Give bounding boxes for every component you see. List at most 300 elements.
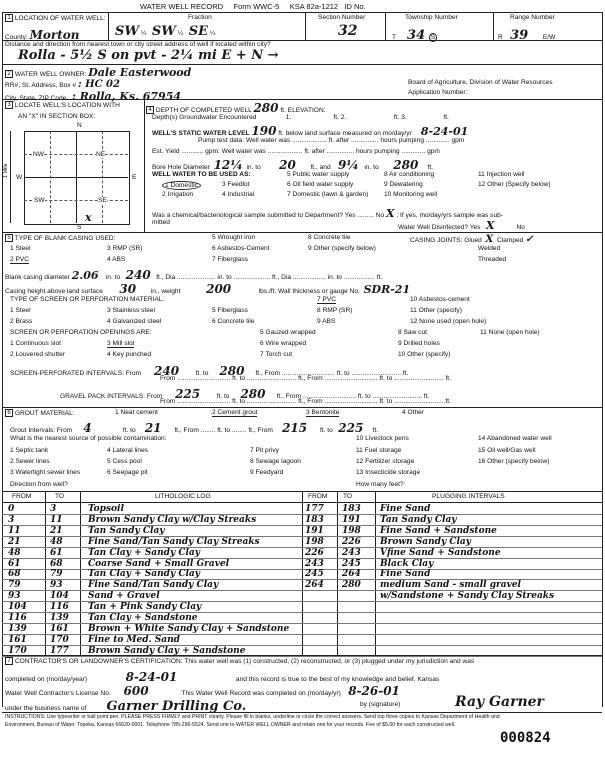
opening-option[interactable]: 8 Saw cut bbox=[398, 329, 427, 336]
contamination-option[interactable]: 6 Seepage pit bbox=[107, 469, 148, 476]
range-r: R bbox=[498, 34, 503, 41]
distance-value: Rolla - 5½ S on pvt - 2¼ mi E + N → bbox=[18, 48, 279, 63]
gw-end: ft. bbox=[443, 114, 449, 121]
screen-option[interactable]: 3 Stainless steel bbox=[107, 307, 156, 314]
signature-label: by (signature) bbox=[360, 701, 401, 708]
screen-from-value: 240 bbox=[154, 364, 180, 378]
gravel-to-label: ft. to bbox=[216, 393, 230, 400]
gravel-from-value: 225 bbox=[175, 387, 201, 401]
log-from-cell: 61 bbox=[8, 558, 21, 569]
distance-label: Distance and direction from nearest town or city street address of well if located within city? bbox=[5, 41, 271, 48]
grout-intervals-label: Grout Intervals: From bbox=[10, 427, 73, 434]
clamped-label: Clamped bbox=[496, 237, 524, 244]
depth-label: DEPTH OF COMPLETED WELL bbox=[155, 107, 252, 114]
log-litho-cell: Topsoil bbox=[88, 504, 124, 514]
contamination-option[interactable]: 12 Fertilizer storage bbox=[356, 458, 415, 465]
log-to-header: TO bbox=[55, 493, 65, 500]
section1-header bbox=[5, 14, 106, 22]
mile-label: 1 Mile bbox=[3, 163, 9, 178]
west-label: W bbox=[16, 174, 23, 181]
bore-diameter-2: 9¼ bbox=[337, 158, 359, 172]
grout-mid: ft., From ........ ft. to ........ ft., From bbox=[174, 427, 273, 434]
static-level-label: WELL'S STATIC WATER LEVEL bbox=[152, 130, 250, 137]
grout-to-value: 21 bbox=[144, 421, 162, 435]
screen-to-label: ft. to bbox=[195, 370, 209, 377]
log-to-cell: 116 bbox=[50, 602, 69, 613]
township-value: 34 bbox=[407, 28, 426, 43]
log-litho-header: LITHOLOGIC LOG bbox=[155, 493, 211, 500]
log-litho-cell: Coarse Sand + Small Gravel bbox=[88, 558, 230, 569]
fraction-1: SW bbox=[115, 24, 139, 39]
log-row bbox=[0, 569, 605, 580]
direction-label: Direction from well? bbox=[10, 481, 68, 488]
log-plugging-cell: Black Clay bbox=[380, 558, 434, 569]
log-from-cell: 3 bbox=[8, 514, 15, 525]
contamination-option[interactable]: 14 Abandoned water well bbox=[478, 435, 552, 442]
owner-value: Dale Easterwood bbox=[88, 66, 192, 79]
log-from-cell: 48 bbox=[8, 547, 21, 558]
completed-label: completed on (mo/day/year) bbox=[5, 676, 88, 683]
log-from-header: FROM bbox=[12, 493, 32, 500]
opening-option[interactable]: 1 Continuous slot bbox=[10, 340, 61, 347]
use-option[interactable]: 12 Other (Specify below) bbox=[478, 181, 551, 188]
screen-intervals-tail: ft., From ............................. ft. to ........................... ft. bbox=[255, 370, 409, 377]
log-row bbox=[0, 580, 605, 591]
log-from-cell: 21 bbox=[8, 536, 21, 547]
section3-number: 3 bbox=[5, 101, 13, 109]
screen-option[interactable]: 11 Other (specify) bbox=[410, 307, 462, 314]
casing-diameter-line bbox=[5, 268, 382, 282]
use-option-selected[interactable]: 1 Domestic bbox=[162, 181, 201, 190]
contamination-option[interactable]: 2 Sewer lines bbox=[10, 458, 50, 465]
log-row bbox=[0, 602, 605, 613]
bore-label: Bore Hole Diameter bbox=[152, 164, 210, 171]
use-option[interactable]: 10 Monitoring well bbox=[384, 191, 438, 198]
section7-header bbox=[5, 657, 474, 665]
opening-option[interactable]: 2 Louvered shutter bbox=[10, 351, 65, 358]
county-value: Morton bbox=[29, 28, 80, 42]
static-level-line bbox=[152, 124, 468, 138]
log-row bbox=[0, 613, 605, 624]
grout-to3-value: 225 bbox=[338, 421, 364, 435]
log-row bbox=[0, 624, 605, 635]
casing-diameter-rest: ft., Dia ..................... in. to .................... ft., Dia .................. in. to ................. ft. bbox=[156, 274, 383, 281]
city-value: : Rolla, Ks. 67954 bbox=[71, 90, 182, 103]
opening-option[interactable]: 4 Key punched bbox=[107, 351, 151, 358]
use-option[interactable]: 3 Feedlot bbox=[222, 181, 250, 188]
log-plugging-header: PLUGGING INTERVALS bbox=[432, 493, 505, 500]
mitted-label: mitted bbox=[152, 219, 170, 226]
quarter-symbol: ¼ bbox=[140, 30, 147, 37]
log-litho-cell: Fine Sand/Tan Sandy Clay bbox=[88, 580, 219, 591]
fraction-values bbox=[115, 24, 215, 39]
log-from2-cell: 226 bbox=[305, 547, 324, 558]
log-litho-cell: Fine to Med. Sand bbox=[88, 634, 180, 645]
disinfected-label: Water Well Disinfected? Yes bbox=[398, 224, 481, 231]
log-litho-cell: Tan Clay + Sandstone bbox=[88, 613, 198, 623]
log-from2-cell: 245 bbox=[305, 569, 324, 580]
business-value: Garner Drilling Co. bbox=[106, 699, 247, 714]
log-from-cell: 11 bbox=[8, 525, 21, 536]
screen-intervals-label: SCREEN-PERFORATED INTERVALS: From bbox=[10, 370, 142, 377]
ne-label: NE bbox=[96, 151, 106, 158]
screen-label: TYPE OF SCREEN OR PERFORATION MATERIAL: bbox=[10, 296, 165, 303]
log-to2-header: TO bbox=[343, 493, 353, 500]
log-to-cell: 139 bbox=[50, 613, 69, 623]
log-to-cell: 61 bbox=[50, 547, 63, 558]
section-number-label: Section Number bbox=[318, 14, 366, 21]
screen-to-value: 280 bbox=[219, 364, 245, 378]
log-plugging-cell: Fine Sand bbox=[380, 504, 431, 514]
log-row bbox=[0, 504, 605, 515]
log-to2-cell: 243 bbox=[342, 547, 361, 558]
location-mark: x bbox=[85, 211, 92, 224]
log-litho-cell: Brown Sandy Clay w/Clay Streaks bbox=[88, 514, 257, 525]
screen-option-selected[interactable]: 7 PVC bbox=[317, 296, 337, 303]
bore-and: ft., and bbox=[310, 164, 331, 171]
signature-value: Ray Garner bbox=[455, 694, 544, 710]
log-to-cell: 21 bbox=[50, 525, 63, 536]
log-to2-cell: 264 bbox=[342, 569, 361, 580]
yield-line: Est. Yield ............ gpm: Well water was ................... ft. after ............... hours pumping ............. gpm bbox=[152, 148, 440, 155]
section6-number: 6 bbox=[5, 409, 13, 417]
openings-label: SCREEN OR PERFORATION OPENINGS ARE: bbox=[10, 329, 152, 336]
log-litho-cell: Brown + White Sandy Clay + Sandstone bbox=[88, 623, 290, 634]
log-to-cell: 170 bbox=[50, 634, 69, 645]
casing-option[interactable]: 6 Asbestos-Cement bbox=[212, 245, 270, 252]
instructions-line-1: INSTRUCTIONS: Use typewriter or ball point pen. PLEASE PRESS FIRMLY and PRINT clearly. Please fill in blanks, underline or circle the correct answers. Send top three copies to Kansas Department of Health and bbox=[5, 714, 500, 720]
south-label: S bbox=[77, 224, 82, 231]
address-field bbox=[5, 79, 120, 90]
license-label: Water Well Contractor's License No. bbox=[5, 690, 111, 697]
casing-option[interactable]: 9 Other (specify below) bbox=[308, 245, 376, 252]
opening-option-selected[interactable]: 3 Mill slot bbox=[107, 340, 135, 347]
section2-header bbox=[5, 66, 191, 79]
clamped-mark: ✓ bbox=[525, 234, 534, 245]
casing-option[interactable]: 4 ABS bbox=[107, 256, 126, 263]
use-option[interactable]: 9 Dewatering bbox=[384, 181, 423, 188]
record-date: 8-26-01 bbox=[348, 684, 400, 698]
section7-number: 7 bbox=[5, 657, 13, 665]
casing-option-selected[interactable]: 2 PVC bbox=[10, 256, 30, 263]
casing-height-line bbox=[5, 282, 410, 296]
log-row bbox=[0, 515, 605, 526]
screen-option[interactable]: 4 Galvanized steel bbox=[107, 318, 162, 325]
contamination-option[interactable]: 1 Septic tank bbox=[10, 447, 49, 454]
section5-header bbox=[5, 234, 115, 242]
log-plugging-cell: w/Sandstone + Sandy Clay Streaks bbox=[380, 591, 555, 602]
log-row bbox=[0, 548, 605, 559]
instructions-line-2: Environment, Bureau of Water, Topeka, Kansas 66620-0001. Telephone 785-296-5524. Send one to WATER WELL OWNER and retain one for your records. Fee of $5.00 for each constructed well. bbox=[5, 722, 456, 728]
certification-text: This water well was (1) constructed, (2) reconstructed, or (3) plugged under my jurisdiction and was bbox=[184, 657, 475, 665]
casing-option[interactable]: 5 Wrought iron bbox=[212, 234, 256, 241]
grout-option[interactable]: 1 Neat cement bbox=[115, 409, 158, 416]
casing-to-value: 240 bbox=[125, 268, 151, 282]
board-text: Board of Agriculture, Division of Water Resources bbox=[408, 79, 553, 86]
gravel-intervals-label: GRAVEL PACK INTERVALS: From bbox=[60, 393, 163, 400]
section-number-value: 32 bbox=[338, 23, 358, 39]
screen-intervals-line2: From ............................. ft. to ........................... ft., From ............................. ft. to ........................... ft. bbox=[160, 375, 451, 382]
opening-option[interactable]: 5 Gauzed wrapped bbox=[260, 329, 316, 336]
bore-line bbox=[152, 158, 433, 172]
range-label: Range Number bbox=[510, 14, 555, 21]
log-litho-cell: Fine Sand/Tan Sandy Clay Streaks bbox=[88, 536, 260, 547]
log-litho-cell: Tan Clay + Sandy Clay bbox=[88, 547, 200, 558]
owner-label: WATER WELL OWNER: bbox=[14, 71, 87, 78]
screen-option[interactable]: 5 Fiberglass bbox=[212, 307, 248, 314]
contamination-option[interactable]: 9 Feedyard bbox=[250, 469, 284, 476]
section4-number: 4 bbox=[146, 106, 154, 114]
screen-option[interactable]: 6 Concrete tile bbox=[212, 318, 255, 325]
log-from-cell: 93 bbox=[8, 591, 21, 602]
quarter-symbol: ¼ bbox=[177, 30, 184, 37]
casing-joints bbox=[410, 234, 534, 245]
log-from2-cell: 264 bbox=[305, 580, 324, 591]
form-title bbox=[140, 2, 366, 11]
address-label: RR#, St. Address, Box # bbox=[5, 82, 77, 89]
chemical-sample-mark: X bbox=[385, 207, 395, 220]
contamination-option[interactable]: 15 Oil well/Gas well bbox=[478, 447, 536, 454]
log-from2-header: FROM bbox=[308, 493, 328, 500]
gravel-to-value: 280 bbox=[240, 387, 266, 401]
welded-label: Welded bbox=[478, 245, 501, 252]
casing-diameter-value: 2.06 bbox=[71, 269, 99, 282]
quarter-symbol: ¼ bbox=[209, 30, 216, 37]
ksa-reference: KSA 82a-1212 bbox=[289, 2, 339, 11]
title-text: WATER WELL RECORD bbox=[140, 2, 224, 11]
opening-option[interactable]: 9 Drilled holes bbox=[398, 340, 440, 347]
joints-label: CASING JOINTS: Glued bbox=[410, 237, 482, 244]
use-option[interactable]: 6 Oil field water supply bbox=[287, 181, 354, 188]
casing-diameter-label: Blank casing diameter bbox=[5, 274, 70, 281]
log-to-cell: 177 bbox=[50, 645, 69, 656]
log-to2-cell: 226 bbox=[342, 536, 361, 547]
screen-option[interactable]: 10 Asbestos-cement bbox=[410, 296, 470, 303]
contamination-option[interactable]: 10 Livestock pens bbox=[356, 435, 409, 442]
license-line bbox=[5, 684, 400, 698]
section1-number: 1 bbox=[5, 14, 13, 22]
log-from2-cell: 191 bbox=[305, 525, 324, 536]
log-litho-cell: Brown Sandy Clay + Sandstone bbox=[88, 645, 246, 656]
locate-label: LOCATE WELL'S LOCATION WITH bbox=[14, 101, 120, 109]
gw-3: ft. 3. bbox=[393, 114, 407, 121]
chemical-sample-label: Was a chemical/bacteriological sample submitted to Department? Yes ......... No bbox=[152, 212, 385, 219]
location-label: LOCATION OF WATER WELL: bbox=[14, 14, 106, 22]
log-from-cell: 0 bbox=[8, 504, 15, 514]
contamination-option[interactable]: 11 Fuel storage bbox=[356, 447, 402, 454]
casing-gauge-label: lbs./ft. Wall thickness or gauge No. bbox=[258, 288, 360, 295]
casing-weight-label: in., weight bbox=[150, 288, 181, 295]
bore-in: in. to bbox=[246, 164, 261, 171]
section3-header bbox=[5, 101, 120, 109]
section-square bbox=[24, 131, 130, 225]
bore-to-2: 280 bbox=[393, 158, 419, 172]
gw-2: ft. 2. bbox=[333, 114, 347, 121]
opening-option[interactable]: 10 Other (specify) bbox=[398, 351, 451, 358]
groundwater-label: Depth(s) Groundwater Encountered bbox=[152, 114, 257, 121]
contamination-option[interactable]: 13 Insecticide storage bbox=[356, 469, 421, 476]
pump-test-line: Pump test data: Well water was ................... ft. after ............... hours pumping ............. gpm bbox=[198, 137, 465, 144]
grout-from-value: 4 bbox=[83, 421, 92, 435]
bore-ft: ft. bbox=[427, 164, 434, 171]
section2-number: 2 bbox=[5, 70, 13, 78]
range-direction: E/W bbox=[542, 34, 556, 41]
use-option[interactable]: 7 Domestic (lawn & garden) bbox=[287, 191, 369, 198]
sw-label: SW bbox=[34, 197, 45, 204]
opening-option[interactable]: 6 Wire wrapped bbox=[260, 340, 307, 347]
log-to-cell: 79 bbox=[50, 569, 63, 580]
grout-to-label: ft. to bbox=[122, 427, 136, 434]
log-from2-cell: 177 bbox=[305, 504, 324, 514]
bore-diameter: 12¼ bbox=[213, 158, 243, 172]
casing-option[interactable]: 8 Concrete tile bbox=[308, 234, 351, 241]
groundwater-line bbox=[152, 114, 449, 121]
use-option[interactable]: 2 Irrigation bbox=[162, 191, 194, 198]
log-row bbox=[0, 559, 605, 570]
log-plugging-cell: Fine Sand bbox=[380, 569, 431, 580]
license-value: 600 bbox=[123, 684, 149, 698]
bore-in-2: in. to bbox=[364, 164, 379, 171]
log-plugging-cell: Fine Sand + Sandstone bbox=[380, 525, 497, 536]
id-label: ID No. bbox=[344, 2, 366, 11]
log-from2-cell: 198 bbox=[305, 536, 324, 547]
opening-option[interactable]: 7 Torch cut bbox=[260, 351, 293, 358]
city-label: City, State, ZIP Code bbox=[5, 95, 67, 102]
how-many-feet-label: How many feet? bbox=[356, 481, 404, 488]
log-to-cell: 68 bbox=[50, 558, 63, 569]
certification-label: CONTRACTOR'S OR LANDOWNER'S CERTIFICATION: bbox=[14, 657, 183, 665]
casing-label: TYPE OF BLANK CASING USED: bbox=[14, 234, 116, 242]
completed-tail: and this record is true to the best of my knowledge and belief. Kansas bbox=[235, 676, 440, 683]
business-label: under the business name of bbox=[5, 705, 87, 712]
casing-height-value: 30 bbox=[119, 282, 137, 296]
casing-option[interactable]: 7 Fiberglass bbox=[212, 256, 248, 263]
log-litho-cell: Sand + Gravel bbox=[88, 591, 160, 602]
threaded-label: Threaded bbox=[478, 256, 507, 263]
township-t: T bbox=[392, 34, 397, 41]
log-to-cell: 93 bbox=[50, 580, 63, 591]
contamination-option[interactable]: 3 Watertight sewer lines bbox=[10, 469, 81, 476]
grout-label: GROUT MATERIAL: bbox=[14, 409, 75, 417]
east-label: E bbox=[132, 174, 137, 181]
log-plugging-cell: Tan Sandy Clay bbox=[380, 514, 457, 525]
log-from2-cell: 243 bbox=[305, 558, 324, 569]
log-to-cell: 104 bbox=[50, 591, 69, 602]
contamination-option[interactable]: 5 Cess pool bbox=[107, 458, 142, 465]
log-litho-cell: Tan + Pink Sandy Clay bbox=[88, 602, 202, 613]
screen-option[interactable]: 1 Steel bbox=[10, 307, 31, 314]
log-from-cell: 161 bbox=[8, 634, 27, 645]
depth-value: 280 bbox=[253, 101, 279, 115]
log-to-cell: 11 bbox=[50, 514, 63, 525]
gw-1: 1. bbox=[285, 114, 292, 121]
log-from-cell: 79 bbox=[8, 580, 21, 591]
contamination-option[interactable]: 4 Lateral lines bbox=[107, 447, 149, 454]
log-row bbox=[0, 526, 605, 537]
log-to2-cell: 280 bbox=[342, 580, 361, 591]
screen-option[interactable]: 9 ABS bbox=[317, 318, 336, 325]
se-label: SE bbox=[98, 197, 107, 204]
completed-date: 8-24-01 bbox=[125, 670, 178, 684]
county-label: County: bbox=[5, 34, 28, 41]
bore-to: 20 bbox=[279, 158, 296, 172]
log-to-cell: 161 bbox=[50, 623, 69, 634]
disinfected-mark: X bbox=[485, 219, 495, 232]
log-litho-cell: Tan Sandy Clay bbox=[88, 525, 165, 536]
disinfected-line bbox=[398, 219, 525, 232]
contamination-option[interactable]: 8 Sewage lagoon bbox=[250, 458, 301, 465]
screen-option[interactable]: 2 Brass bbox=[10, 318, 33, 325]
completed-line bbox=[5, 670, 439, 684]
contamination-label: What is the nearest source of possible contamination: bbox=[10, 435, 167, 442]
log-litho-cell: Tan Clay + Sandy Clay bbox=[88, 569, 200, 580]
log-from2-cell: 183 bbox=[305, 514, 324, 525]
log-row bbox=[0, 591, 605, 602]
log-to2-cell: 191 bbox=[342, 514, 361, 525]
casing-weight-value: 200 bbox=[206, 282, 232, 296]
static-level-date: 8-24-01 bbox=[420, 125, 469, 138]
grout-to3-label: ft. to bbox=[319, 427, 333, 434]
use-option[interactable]: 8 Air conditioning bbox=[384, 171, 435, 178]
fraction-3: SE bbox=[188, 24, 208, 39]
use-option[interactable]: 4 Industrial bbox=[222, 191, 255, 198]
section5-number: 5 bbox=[5, 234, 13, 242]
township-label: Township Number bbox=[405, 14, 458, 21]
section-box-label: AN "X" IN SECTION BOX: bbox=[18, 113, 96, 120]
use-option[interactable]: 5 Public water supply bbox=[287, 171, 350, 178]
static-level-value: 190 bbox=[251, 124, 277, 138]
application-number-label: Application Number: bbox=[408, 89, 468, 96]
section6-header bbox=[5, 409, 75, 417]
opening-option[interactable]: 11 None (open hole) bbox=[480, 329, 540, 336]
log-from-cell: 139 bbox=[8, 623, 27, 634]
grout-option-selected[interactable]: 2 Cement grout bbox=[212, 409, 258, 416]
grout-intervals-line bbox=[10, 421, 378, 435]
grout-option[interactable]: 4 Other bbox=[402, 409, 424, 416]
screen-option[interactable]: 8 RMP (SR) bbox=[317, 307, 353, 314]
casing-gauge-value: SDR-21 bbox=[363, 283, 411, 296]
serial-number: 000824 bbox=[500, 730, 551, 746]
glued-mark: X bbox=[485, 234, 494, 245]
log-plugging-cell: Vfine Sand + Sandstone bbox=[380, 547, 501, 558]
log-from-cell: 104 bbox=[8, 602, 27, 613]
casing-height-label: Casing height above land surface bbox=[5, 288, 103, 295]
log-to2-cell: 198 bbox=[342, 525, 361, 536]
log-row bbox=[0, 537, 605, 548]
log-from-cell: 116 bbox=[8, 613, 27, 623]
log-from-cell: 68 bbox=[8, 569, 21, 580]
casing-option[interactable]: 1 Steel bbox=[10, 245, 31, 252]
nw-label: NW bbox=[33, 151, 44, 158]
grout-ft: ft. bbox=[372, 427, 379, 434]
range-value: 39 bbox=[510, 28, 529, 43]
screen-option[interactable]: 12 None used (open hole) bbox=[410, 318, 487, 325]
log-to-cell: 3 bbox=[50, 504, 57, 514]
elevation-label: ft. ELEVATION: bbox=[280, 107, 326, 114]
grout-option-selected[interactable]: 3 Bentonite bbox=[306, 409, 340, 416]
disinfected-no: No bbox=[516, 224, 525, 231]
casing-option[interactable]: 3 RMP (SR) bbox=[107, 245, 143, 252]
address-value: : HC 02 bbox=[77, 79, 120, 90]
record-label: This Water Well Record was completed on (mo/day/yr) bbox=[181, 690, 341, 697]
casing-in: in. to bbox=[105, 274, 121, 281]
use-option[interactable]: 11 Injection well bbox=[478, 171, 525, 178]
log-to2-cell: 245 bbox=[342, 558, 361, 569]
contamination-option[interactable]: 7 Pit privy bbox=[250, 447, 279, 454]
log-from-cell: 170 bbox=[8, 645, 27, 656]
grout-from3-value: 215 bbox=[282, 421, 308, 435]
contamination-option[interactable]: 16 Other (specify below) bbox=[478, 458, 550, 465]
